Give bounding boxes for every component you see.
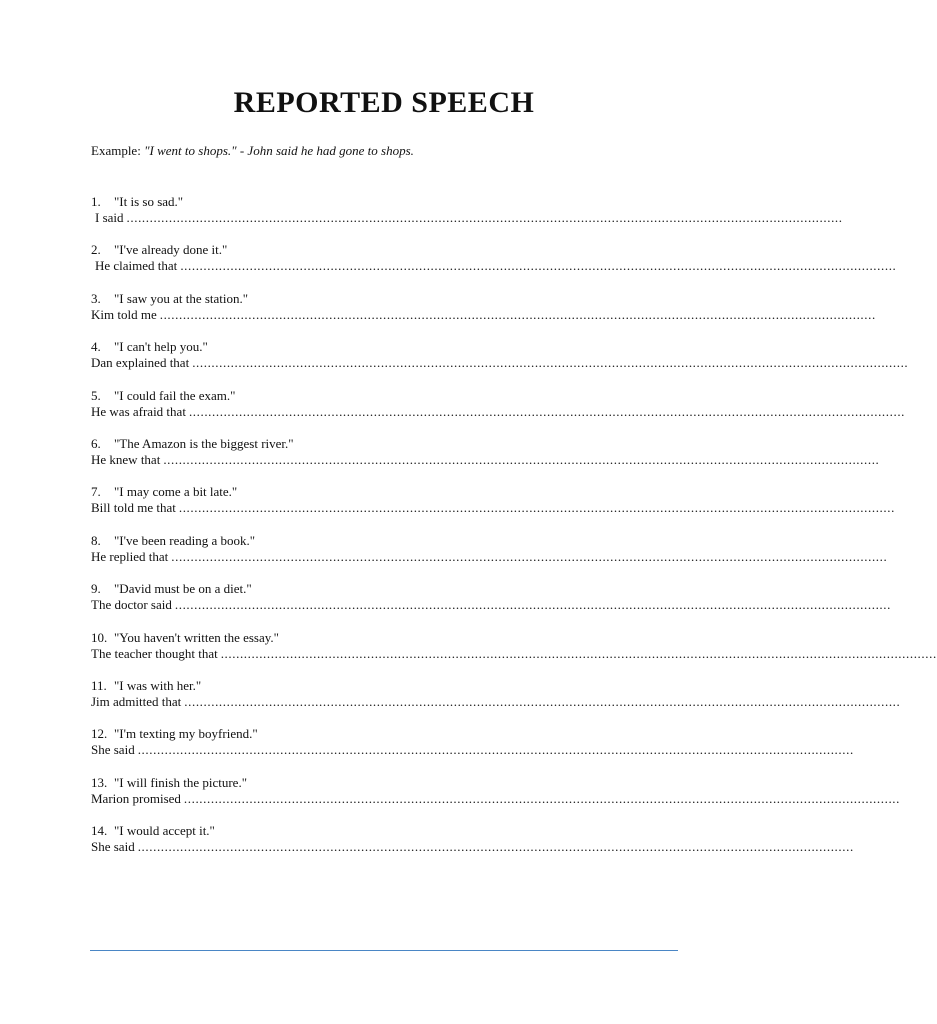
question-line — [91, 775, 676, 791]
item-number: 7. — [91, 484, 101, 500]
item-number: 8. — [91, 532, 101, 548]
answer-line[interactable] — [91, 548, 888, 565]
item-number: 9. — [91, 581, 101, 597]
answer-blank[interactable]: .......................................................................................................................................................................................... — [171, 548, 888, 564]
question-line — [91, 339, 676, 355]
item-number: 10. — [91, 629, 108, 645]
item-number: 5. — [91, 387, 101, 403]
answer-blank[interactable]: .......................................................................................................................................................................................... — [159, 306, 876, 322]
question-line — [91, 630, 676, 646]
answer-line[interactable] — [91, 403, 906, 420]
answer-blank[interactable]: .......................................................................................................................................................................................... — [184, 693, 901, 709]
exercise-item — [91, 726, 854, 774]
direct-quote: "It is so sad." — [114, 194, 184, 209]
answer-blank[interactable]: .......................................................................................................................................................................................... — [174, 597, 891, 613]
exercise-item — [91, 774, 901, 823]
question-line — [91, 436, 676, 452]
answer-prompt: The doctor said — [91, 597, 172, 613]
answer-line[interactable] — [91, 790, 901, 807]
direct-quote: "I can't help you." — [114, 339, 208, 355]
direct-quote: "I've been reading a book." — [114, 532, 256, 548]
example-label: Example: — [91, 143, 145, 158]
answer-blank[interactable]: .......................................................................................................................................................................................... — [163, 451, 880, 467]
item-number: 4. — [91, 339, 101, 355]
question-line — [91, 484, 676, 500]
direct-quote: "I could fail the exam." — [114, 387, 236, 403]
answer-prompt: He claimed that — [95, 258, 178, 274]
exercise-item — [91, 387, 906, 436]
question-line — [91, 194, 676, 210]
item-number: 1. — [91, 194, 101, 209]
direct-quote: "I will finish the picture." — [114, 774, 248, 790]
exercise-item — [91, 581, 891, 629]
answer-prompt: She said — [91, 742, 135, 758]
question-line — [91, 726, 676, 742]
exercise-item — [91, 677, 901, 726]
answer-prompt: Jim admitted that — [91, 693, 182, 709]
exercise-item — [91, 242, 897, 290]
answer-prompt: I said — [95, 210, 124, 225]
item-number: 14. — [91, 823, 108, 839]
answer-line[interactable] — [91, 839, 854, 855]
direct-quote: "David must be on a diet." — [114, 581, 252, 597]
answer-prompt: He was afraid that — [91, 403, 186, 419]
footer-rule — [90, 950, 678, 951]
answer-blank[interactable]: .......................................................................................................................................................................................... — [192, 355, 909, 371]
answer-blank[interactable]: .......................................................................................................................................................................................... — [188, 403, 906, 419]
answer-prompt: Kim told me — [91, 306, 157, 322]
exercise-item — [91, 290, 876, 339]
direct-quote: "I would accept it." — [114, 823, 215, 839]
direct-quote: "I saw you at the station." — [114, 290, 249, 306]
answer-line[interactable] — [91, 210, 843, 226]
exercise-item — [91, 435, 880, 484]
answer-blank[interactable]: .......................................................................................................................................................................................... — [137, 742, 854, 758]
answer-line[interactable] — [91, 693, 901, 710]
question-line — [91, 581, 676, 597]
answer-blank[interactable]: .......................................................................................................................................................................................... — [126, 210, 843, 225]
answer-prompt: Bill told me that — [91, 500, 176, 516]
answer-line[interactable] — [91, 355, 909, 371]
direct-quote: "I'm texting my boyfriend." — [114, 726, 258, 742]
question-line — [91, 291, 676, 307]
answer-blank[interactable]: .......................................................................................................................................................................................... — [180, 258, 897, 274]
answer-blank[interactable]: .......................................................................................................................................................................................... — [137, 839, 854, 855]
direct-quote: "I may come a bit late." — [114, 484, 238, 500]
direct-quote: "I was with her." — [114, 677, 202, 693]
answer-line[interactable] — [91, 597, 891, 613]
question-line — [91, 388, 676, 404]
question-line — [91, 823, 676, 839]
answer-prompt: He replied that — [91, 548, 169, 564]
item-number: 11. — [91, 677, 107, 693]
exercise-item — [91, 823, 854, 871]
answer-prompt: She said — [91, 839, 135, 855]
question-line — [91, 533, 676, 549]
direct-quote: "I've already done it." — [114, 242, 228, 258]
answer-blank[interactable]: .......................................................................................................................................................................................... — [220, 645, 937, 661]
item-number: 13. — [91, 774, 108, 790]
item-number: 6. — [91, 435, 101, 451]
exercise-item — [91, 629, 937, 678]
item-number: 3. — [91, 290, 101, 306]
answer-line[interactable] — [91, 258, 897, 274]
direct-quote: "You haven't written the essay." — [114, 629, 279, 645]
exercise-item — [91, 484, 895, 532]
example-text: "I went to shops." - John said he had gone to shops. — [144, 143, 414, 158]
answer-prompt: Marion promised — [91, 790, 181, 806]
question-line — [91, 242, 676, 258]
answer-prompt: The teacher thought that — [91, 645, 218, 661]
direct-quote: "The Amazon is the biggest river." — [114, 435, 294, 451]
answer-line[interactable] — [91, 306, 876, 323]
item-number: 12. — [91, 726, 108, 742]
answer-line[interactable] — [91, 500, 895, 516]
answer-prompt: He knew that — [91, 451, 161, 467]
answer-line[interactable] — [91, 742, 854, 758]
exercise-item — [91, 194, 843, 242]
exercise-list — [91, 194, 937, 871]
item-number: 2. — [91, 242, 101, 258]
answer-line[interactable] — [91, 645, 937, 662]
example-line — [91, 143, 414, 159]
answer-line[interactable] — [91, 451, 880, 468]
answer-blank[interactable]: .......................................................................................................................................................................................... — [178, 500, 895, 516]
answer-blank[interactable]: .......................................................................................................................................................................................... — [183, 790, 901, 806]
question-line — [91, 678, 676, 694]
page-title: REPORTED SPEECH — [233, 86, 535, 119]
exercise-item — [91, 339, 909, 387]
exercise-item — [91, 532, 888, 581]
answer-prompt: Dan explained that — [91, 355, 190, 371]
